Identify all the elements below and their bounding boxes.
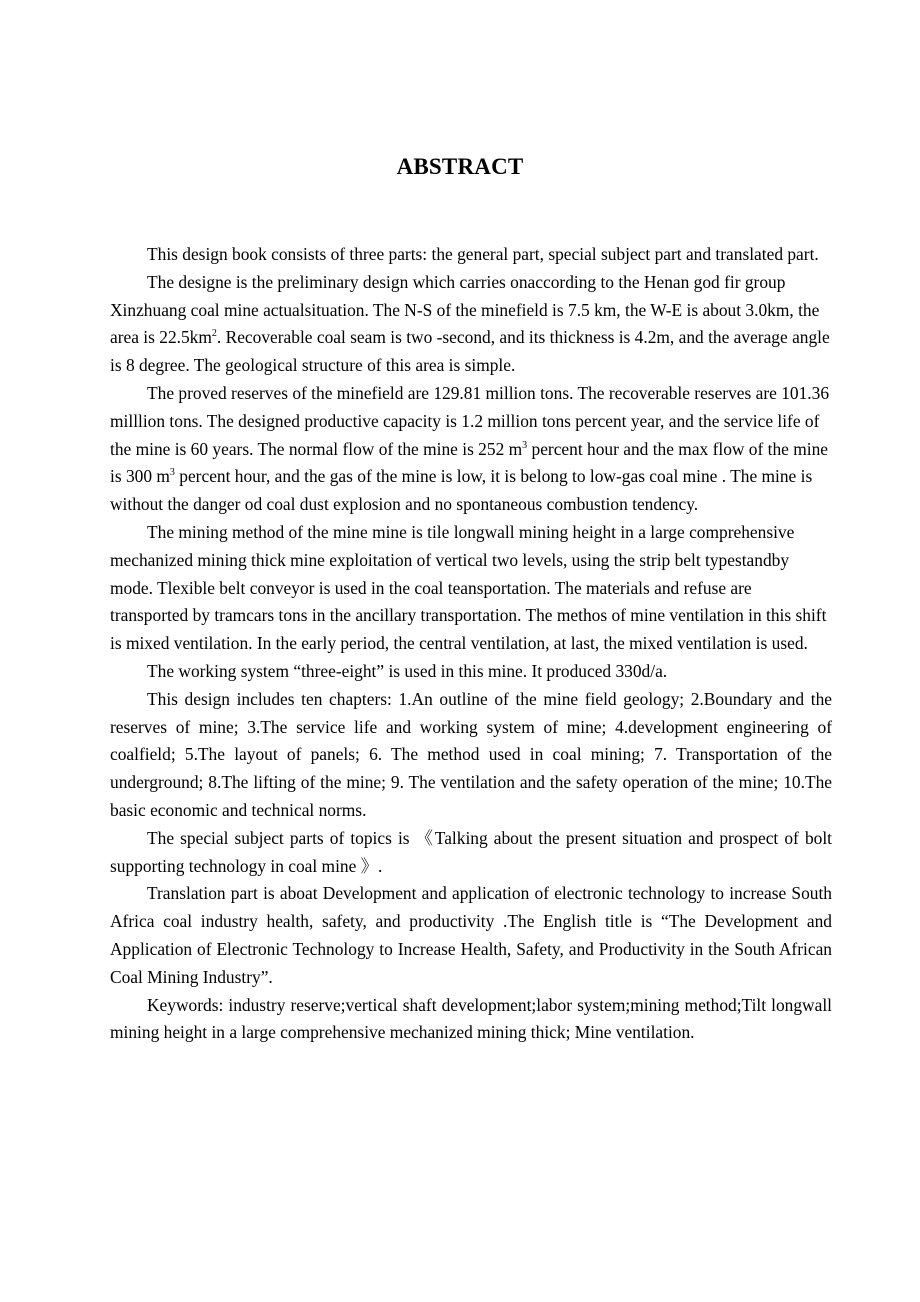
paragraph-minefield-text-a: The designe is the preliminary design which carries onaccording to the Henan god fir group Xinzhuang coal mine actualsituation. The N-S of the minefield is 7.5 km, the W-E is about 3.0km, the area is 22.5km (110, 271, 820, 348)
abstract-title: ABSTRACT (396, 154, 524, 179)
paragraph-minefield-text-b: . Recoverable coal seam is two -second, and its thickness is 4.2m, and the average angle is 8 degree. The geological structure of this area is simple. (110, 327, 830, 376)
normal-flow-superscript: 3 (522, 439, 528, 451)
paragraph-special-subject: The special subject parts of topics is 《Talking about the present situation and prospect of bolt supporting technology in coal mine 》. (110, 827, 832, 876)
paragraph-reserves-text-c: percent hour, and the gas of the mine is low, it is belong to low-gas coal mine . The mine is without the danger od coal dust explosion and no spontaneous combustion tendency. (110, 466, 813, 515)
area-superscript: 2 (211, 328, 217, 340)
paragraph-reserves-text-b: percent hour and the max flow of the mine is 300 m (110, 438, 829, 487)
paragraph-keywords: Keywords: industry reserve;vertical shaft development;labor system;mining method;Tilt longwall mining height in a large comprehensive mechanized mining thick; Mine ventilation. (110, 994, 832, 1043)
paragraph-reserves-text-a: The proved reserves of the minefield are 129.81 million tons. The recoverable reserves are 101.36 milllion tons. The designed productive capacity is 1.2 million tons percent year, and the service life of the mine is 60 years. The normal flow of the mine is 252 m (110, 382, 830, 459)
paragraph-chapters: This design includes ten chapters: 1.An outline of the mine field geology; 2.Boundary and the reserves of mine; 3.The service life and working system of mine; 4.development engineering of coalfield; 5.The layout of panels; 6. The method used in coal mining; 7. Transportation of the underground; 8.The lifting of the mine; 9. The ventilation and the safety operation of the mine; 10.The basic economic and technical norms. (110, 688, 832, 820)
paragraph-overview: This design book consists of three parts: the general part, special subject part and translated part. (147, 244, 819, 264)
paragraph-working-system: The working system “three-eight” is used in this mine. It produced 330d/a. (147, 660, 668, 681)
paragraph-minefield (110, 269, 832, 380)
abstract-body (110, 241, 832, 1047)
paragraph-translation: Translation part is aboat Development and application of electronic technology to increase South Africa coal industry health, safety, and productivity .The English title is “The Development and Application of Electronic Technology to Increase Health, Safety, and Productivity in the South African Coal Mining Industry”. (110, 883, 832, 987)
paragraph-mining-method: The mining method of the mine mine is tile longwall mining height in a large comprehensive mechanized mining thick mine exploitation of vertical two levels, using the strip belt typestandby mode. Tlexible belt conveyor is used in the coal teansportation. The materials and refuse are transported by tramcars tons in the ancillary transportation. The methos of mine ventilation in this shift is mixed ventilation. In the early period, the central ventilation, at last, the mixed ventilation is used. (110, 521, 827, 654)
max-flow-superscript: 3 (169, 467, 175, 479)
paragraph-reserves (110, 380, 832, 519)
